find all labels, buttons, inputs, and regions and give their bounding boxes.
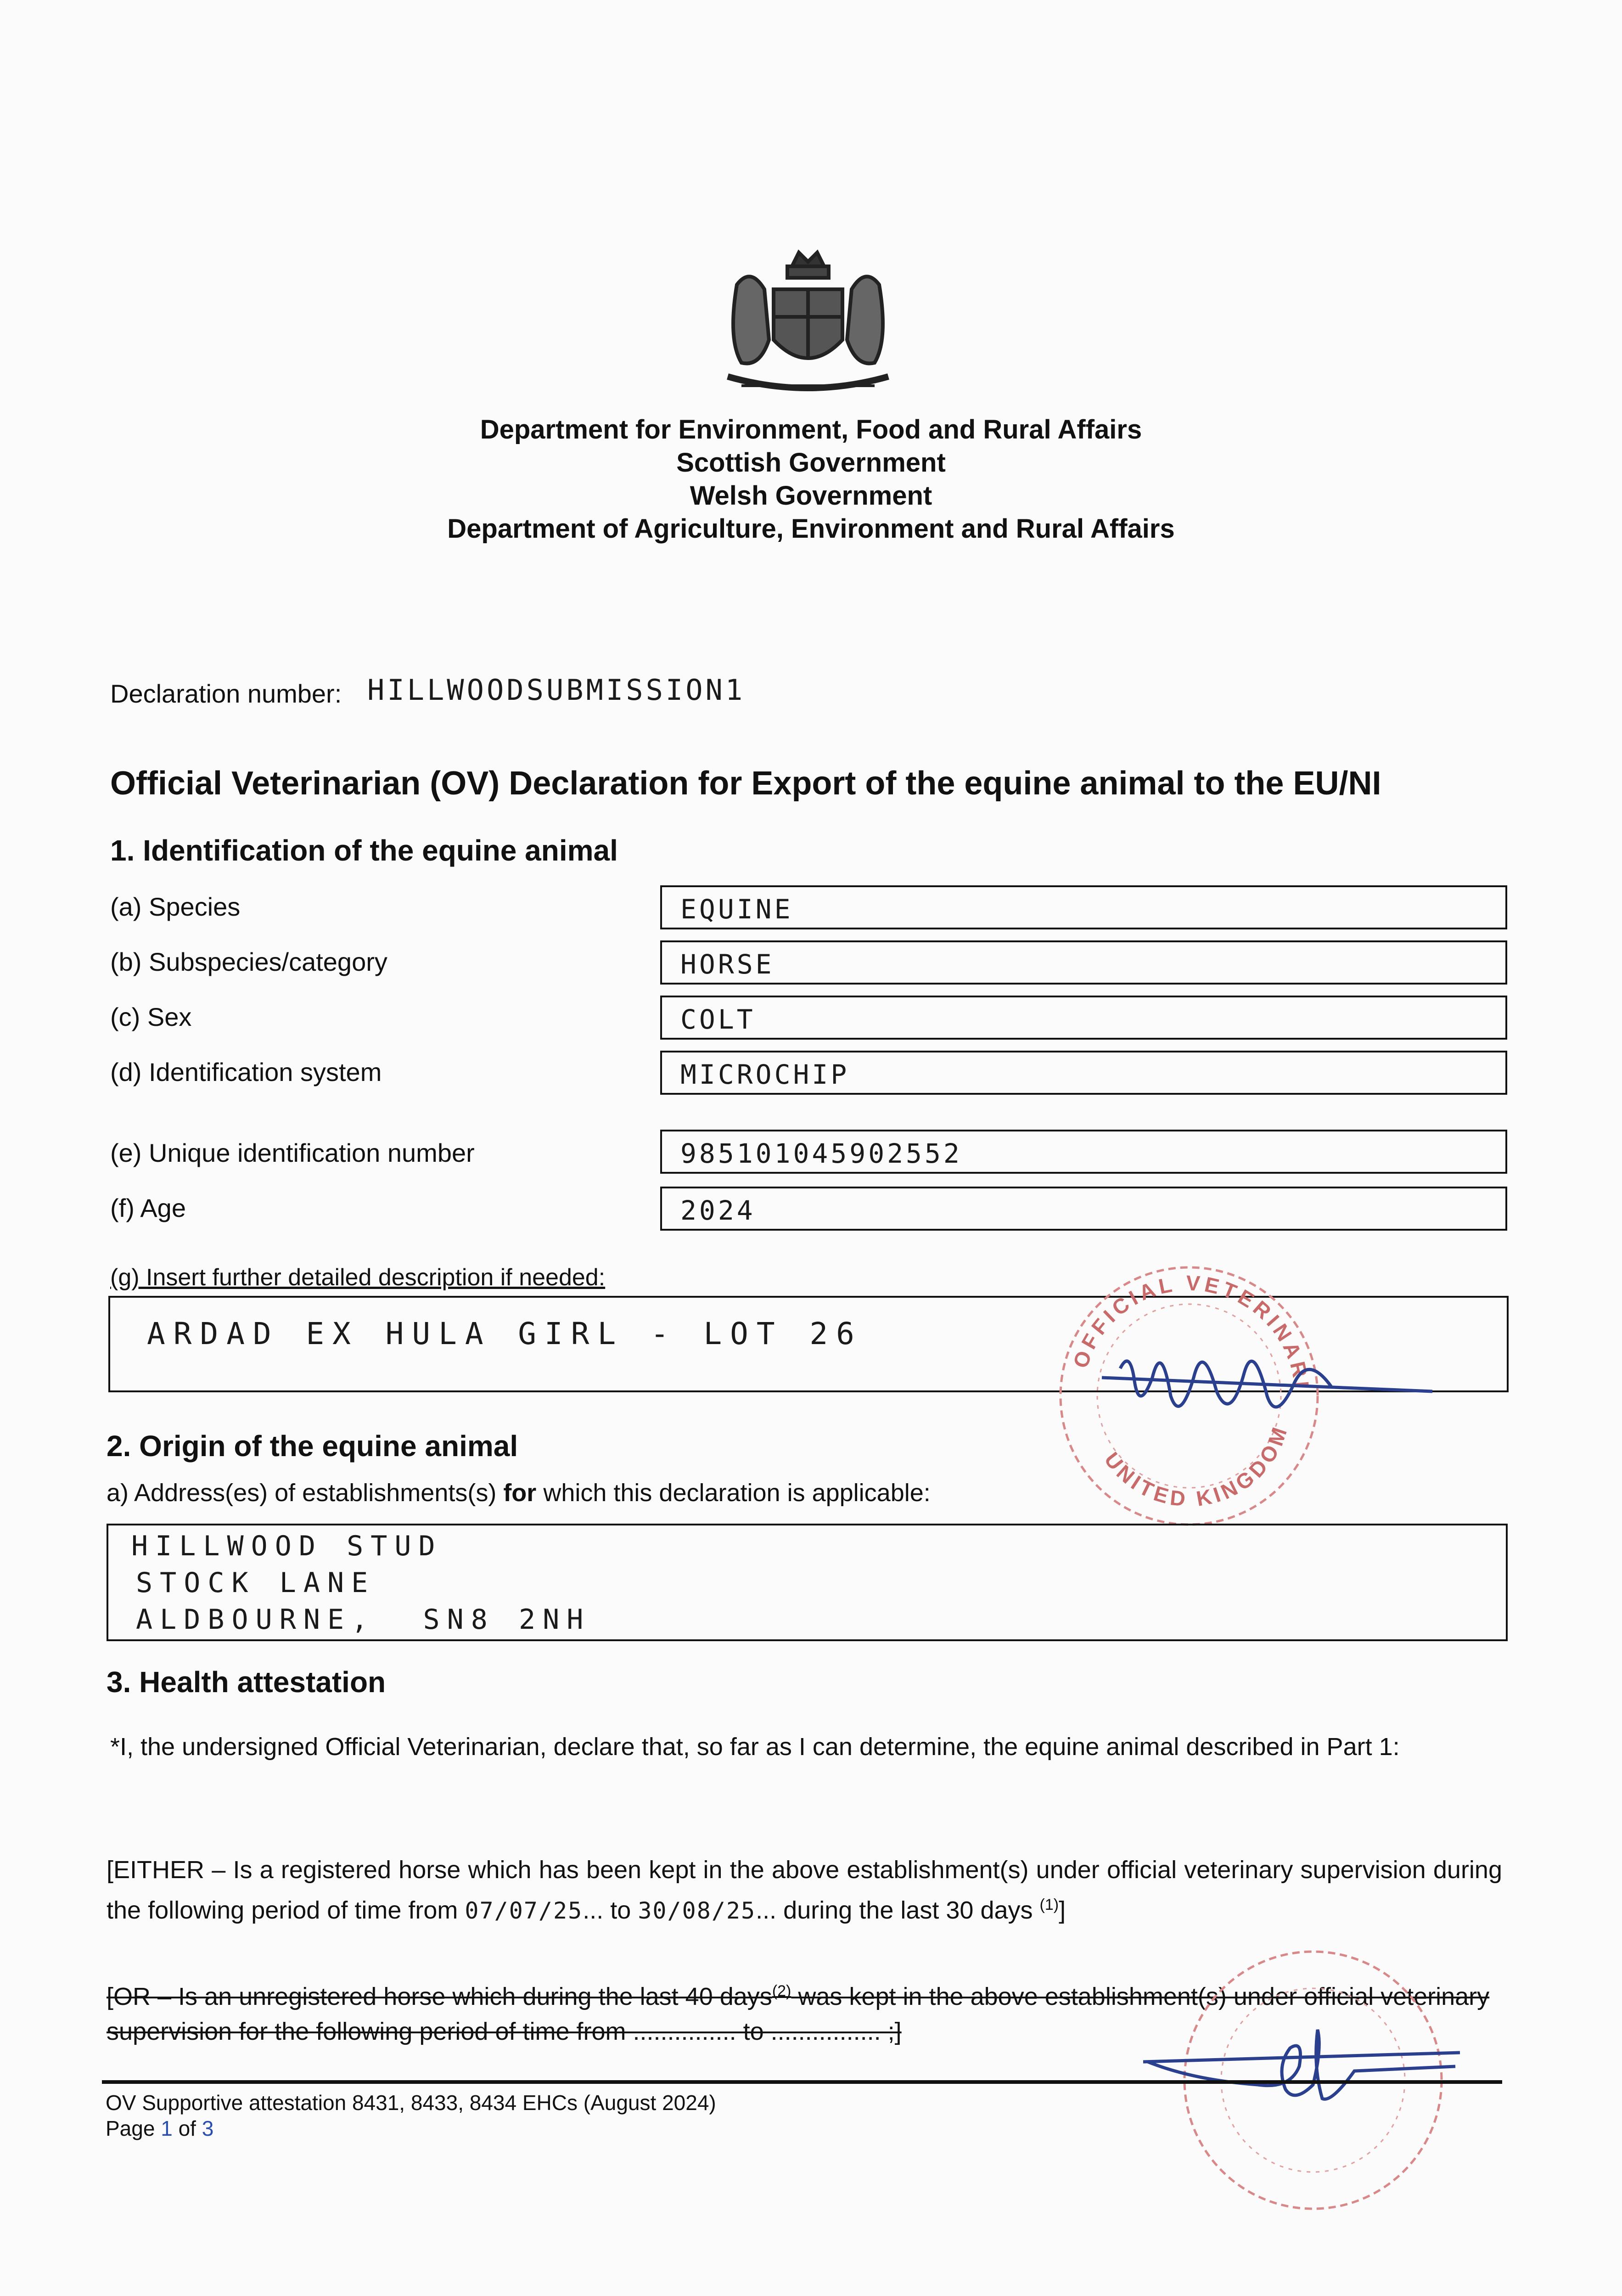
species-label: (a) Species xyxy=(110,892,241,921)
sex-label: (c) Sex xyxy=(110,1002,192,1031)
stamp-top-text: OFFICIAL VETERINARI xyxy=(1068,1271,1314,1392)
subspecies-value: HORSE xyxy=(680,949,775,980)
unique-id-field[interactable] xyxy=(660,1130,1507,1174)
either-to-date[interactable]: 30/08/25 xyxy=(638,1897,756,1924)
either-text: [EITHER – Is a registered horse which has been kept in the above establishment(s) under official veterinary supervision during the following period of time from xyxy=(107,1856,1502,1924)
or-text-b: was kept in the above establishment(s) under official veterinary supervision for the following period of time from ............... to ................ ;] xyxy=(107,1983,1490,2045)
footer-attestation-ref: OV Supportive attestation 8431, 8433, 8434 EHCs (August 2024) xyxy=(106,2091,716,2115)
signature-1 xyxy=(1093,1322,1460,1442)
header-department-1: Department for Environment, Food and Rural Affairs xyxy=(480,415,1142,445)
header-department-3: Welsh Government xyxy=(690,481,932,511)
declaration-number-value[interactable]: HILLWOODSUBMISSION1 xyxy=(367,673,746,707)
identification-system-label: (d) Identification system xyxy=(110,1058,382,1086)
header-department-2: Scottish Government xyxy=(676,448,946,478)
health-attestation-intro: *I, the undersigned Official Veterinarian, declare that, so far as I can determine, the equine animal described in Part 1: xyxy=(110,1733,1400,1761)
page-total: 3 xyxy=(202,2116,214,2140)
unique-id-value: 985101045902552 xyxy=(680,1138,962,1169)
either-from-dots: ... xyxy=(583,1896,604,1924)
address-field[interactable] xyxy=(107,1524,1508,1641)
page-number xyxy=(106,2116,213,2141)
age-field[interactable] xyxy=(660,1187,1507,1231)
section2-heading: 2. Origin of the equine animal xyxy=(107,1429,518,1463)
species-value: EQUINE xyxy=(680,894,793,925)
either-end: during the last 30 days xyxy=(783,1896,1033,1924)
signature-2 xyxy=(1139,2011,1469,2122)
age-value: 2024 xyxy=(680,1195,756,1226)
either-clause xyxy=(107,1852,1502,1928)
declaration-number-label: Declaration number: xyxy=(110,679,342,708)
page-current: 1 xyxy=(161,2116,173,2140)
address-line-2: STOCK LANE xyxy=(136,1567,376,1599)
species-field[interactable] xyxy=(660,885,1507,929)
page-of: of xyxy=(178,2116,196,2140)
footer-divider xyxy=(102,2080,1502,2084)
address-line-1: HILLWOOD STUD xyxy=(131,1530,443,1562)
page-label: Page xyxy=(106,2116,155,2140)
royal-coat-of-arms-icon xyxy=(709,248,907,404)
either-close: ] xyxy=(1059,1896,1066,1924)
identification-system-field[interactable] xyxy=(660,1051,1507,1095)
section3-heading: 3. Health attestation xyxy=(107,1666,386,1699)
either-from-date[interactable]: 07/07/25 xyxy=(465,1897,583,1924)
address-label-bold: for xyxy=(503,1479,537,1507)
either-to-label: to xyxy=(610,1896,631,1924)
or-footnote: (2) xyxy=(772,1982,791,2000)
description-value: ARDAD EX HULA GIRL - LOT 26 xyxy=(147,1316,863,1351)
either-to-dots: ... xyxy=(756,1896,777,1924)
header-department-4: Department of Agriculture, Environment and Rural Affairs xyxy=(447,514,1175,544)
age-label: (f) Age xyxy=(110,1193,186,1222)
stamp-bottom-text: UNITED KINGDOM xyxy=(1100,1421,1293,1511)
address-label-pre: a) Address(es) of establishments(s) xyxy=(107,1479,504,1507)
description-label: (g) Insert further detailed description if needed: xyxy=(110,1264,606,1291)
unique-id-label: (e) Unique identification number xyxy=(110,1138,475,1167)
address-label xyxy=(107,1479,931,1507)
identification-system-value: MICROCHIP xyxy=(680,1059,850,1090)
section1-heading: 1. Identification of the equine animal xyxy=(110,834,618,867)
sex-field[interactable] xyxy=(660,996,1507,1040)
page-title: Official Veterinarian (OV) Declaration for Export of the equine animal to the EU/NI xyxy=(110,765,1381,802)
address-label-post: which this declaration is applicable: xyxy=(536,1479,931,1507)
or-text-a: [OR – Is an unregistered horse which during the last 40 days xyxy=(107,1983,772,2010)
subspecies-field[interactable] xyxy=(660,940,1507,985)
sex-value: COLT xyxy=(680,1004,756,1035)
subspecies-label: (b) Subspecies/category xyxy=(110,947,387,976)
address-line-3: ALDBOURNE, SN8 2NH xyxy=(136,1604,591,1636)
either-footnote: (1) xyxy=(1039,1896,1059,1913)
